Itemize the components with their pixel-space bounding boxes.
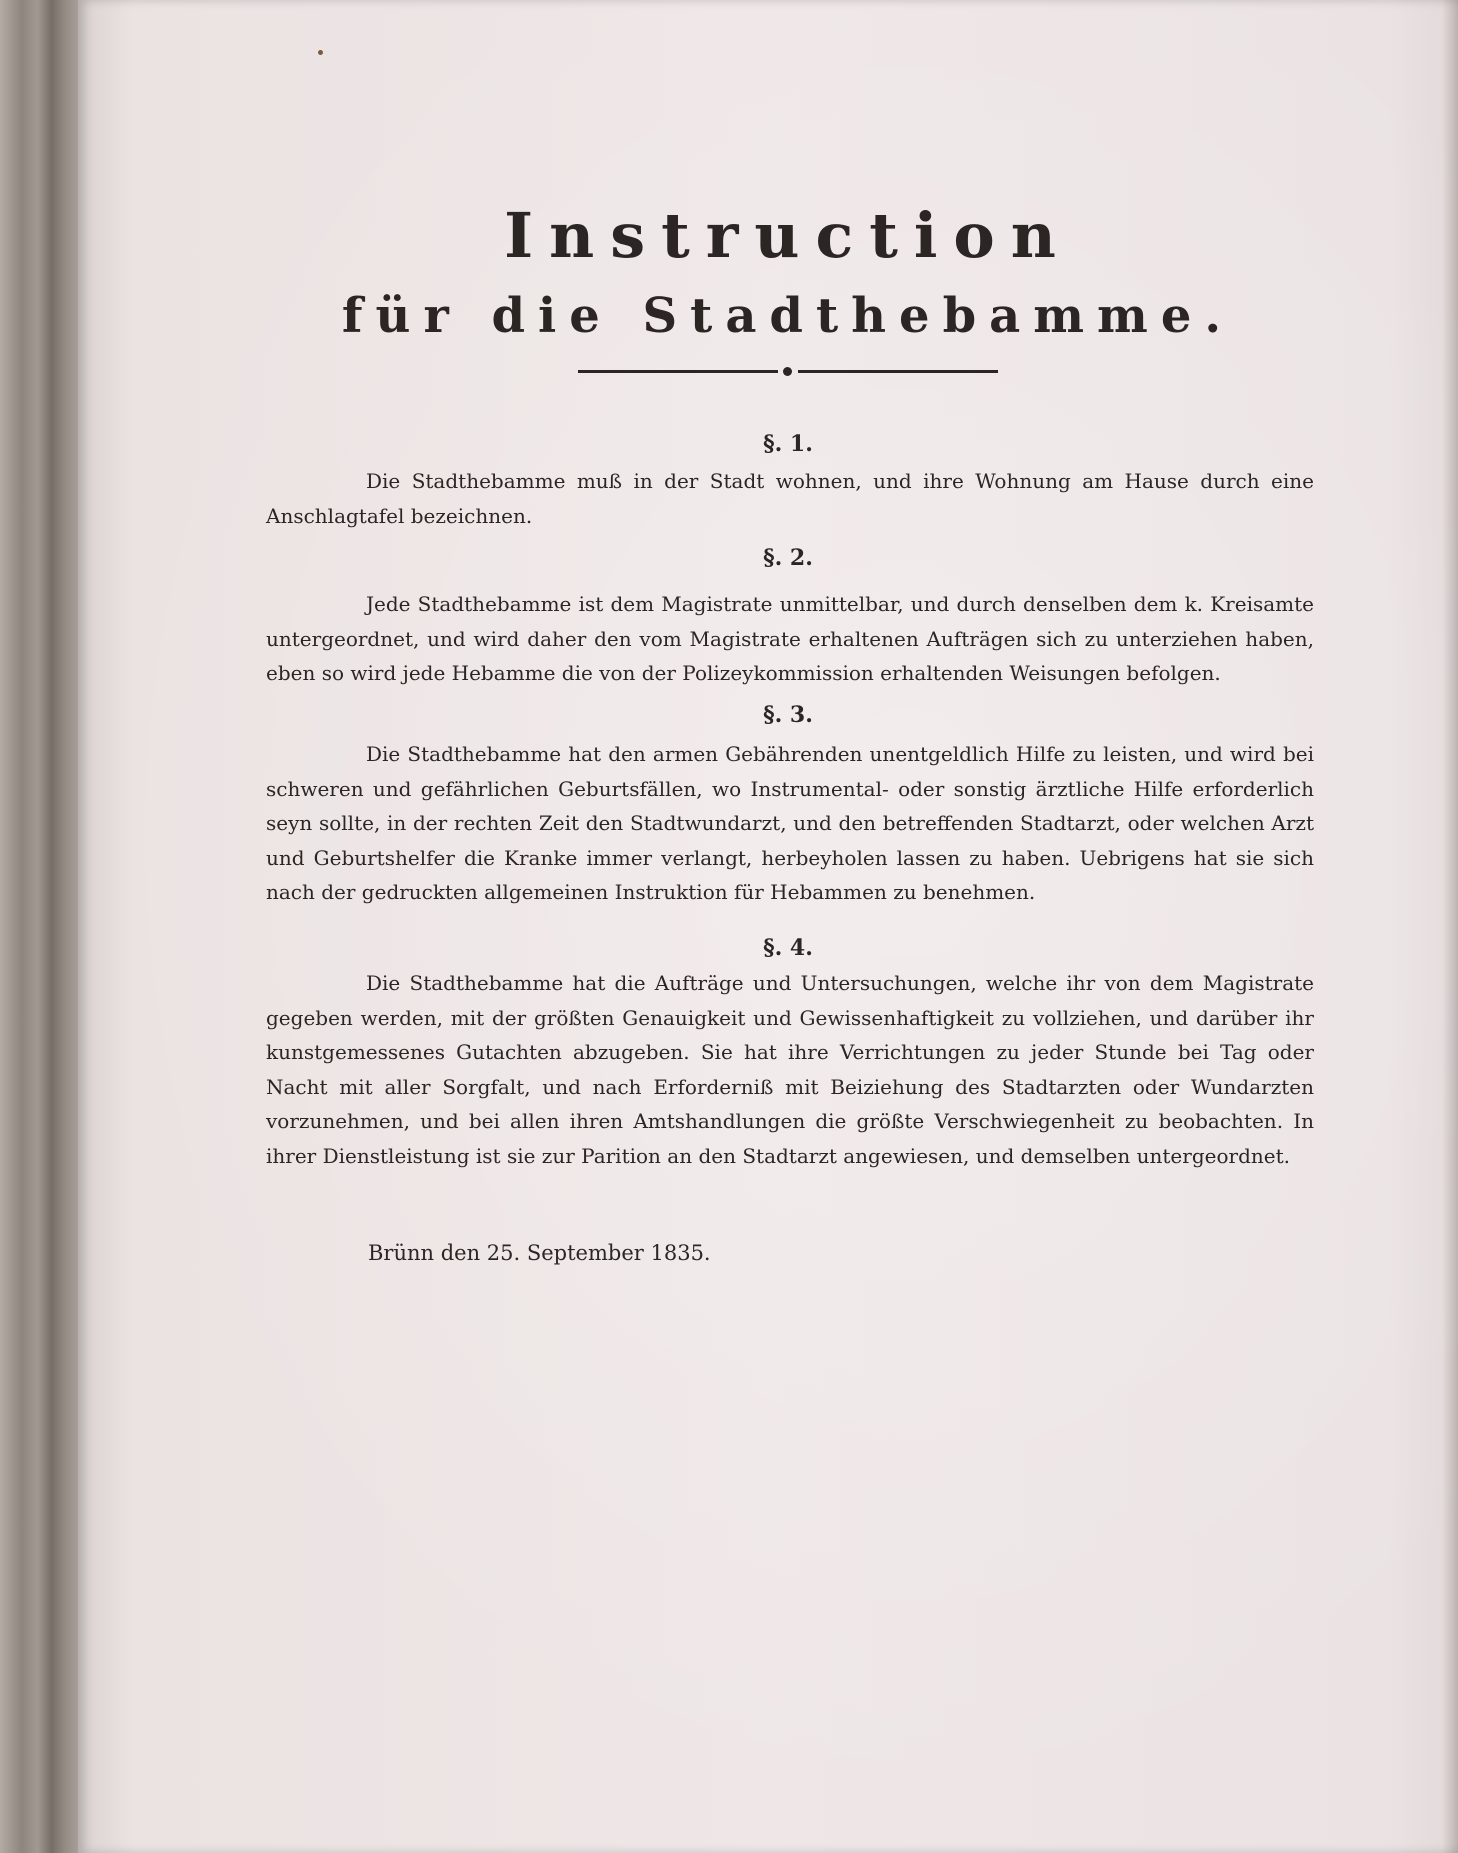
section-4-mark: §. 4. [763,935,813,961]
book-binding [0,0,78,1853]
rule-right-bar [798,370,998,373]
page-edge-shadow [1442,0,1458,1853]
section-3-text: Die Stadthebamme hat den armen Gebährenden unentgeldlich Hilfe zu leisten, und wird bei schweren und gefährlichen Geburtsfällen, wo Instrumental- oder sonstig ärztliche Hilfe erforderlich seyn sollte, in der rechten Zeit den Stadtwundarzt, und den betreffenden Stadtarzt, oder welchen Arzt und Geburtshelfer die Kranke immer verlangt, herbeyholen lassen zu haben. Uebrigens hat sie sich nach der gedruckten allgemeinen Instruktion für Hebammen zu benehmen. [266,742,1314,904]
section-2-mark: §. 2. [763,545,813,571]
rule-left-bar [578,370,778,373]
date-line: Brünn den 25. September 1835. [368,1241,711,1265]
section-4-text: Die Stadthebamme hat die Aufträge und Untersuchungen, welche ihr von dem Magistrate gegeben werden, mit der größten Genauigkeit und Gewissenhaftigkeit zu vollziehen, und darüber ihr kunstgemessenes Gutachten abzugeben. Sie hat ihre Verrichtungen zu jeder Stunde bei Tag oder Nacht mit aller Sorgfalt, und nach Erforderniß mit Beiziehung des Stadtarzten oder Wundarzten vorzunehmen, und bei allen ihren Amtshandlungen die größte Verschwiegenheit zu beobachten. In ihrer Dienstleistung ist sie zur Parition an den Stadtarzt angewiesen, und demselben untergeordnet. [266,971,1314,1168]
paper-sheet [78,0,1458,1853]
section-2-text: Jede Stadthebamme ist dem Magistrate unmittelbar, und durch denselben dem k. Kreisamte untergeordnet, und wird daher den vom Magistrate erhaltenen Aufträgen sich zu unterziehen haben, eben so wird jede Hebamme die von der Polizeykommission erhaltenden Weisungen befolgen. [266,592,1314,685]
rule-center-dot [783,367,792,376]
document-title: Instruction [504,199,1072,272]
paper-speck [318,50,323,55]
document-subtitle: für die Stadthebamme. [341,288,1235,344]
section-3-mark: §. 3. [763,702,813,728]
section-1-mark: §. 1. [763,431,813,457]
title-ornament-rule [578,367,998,377]
section-1-text: Die Stadthebamme muß in der Stadt wohnen, und ihre Wohnung am Hause durch eine Anschlagtafel bezeichnen. [266,469,1314,528]
